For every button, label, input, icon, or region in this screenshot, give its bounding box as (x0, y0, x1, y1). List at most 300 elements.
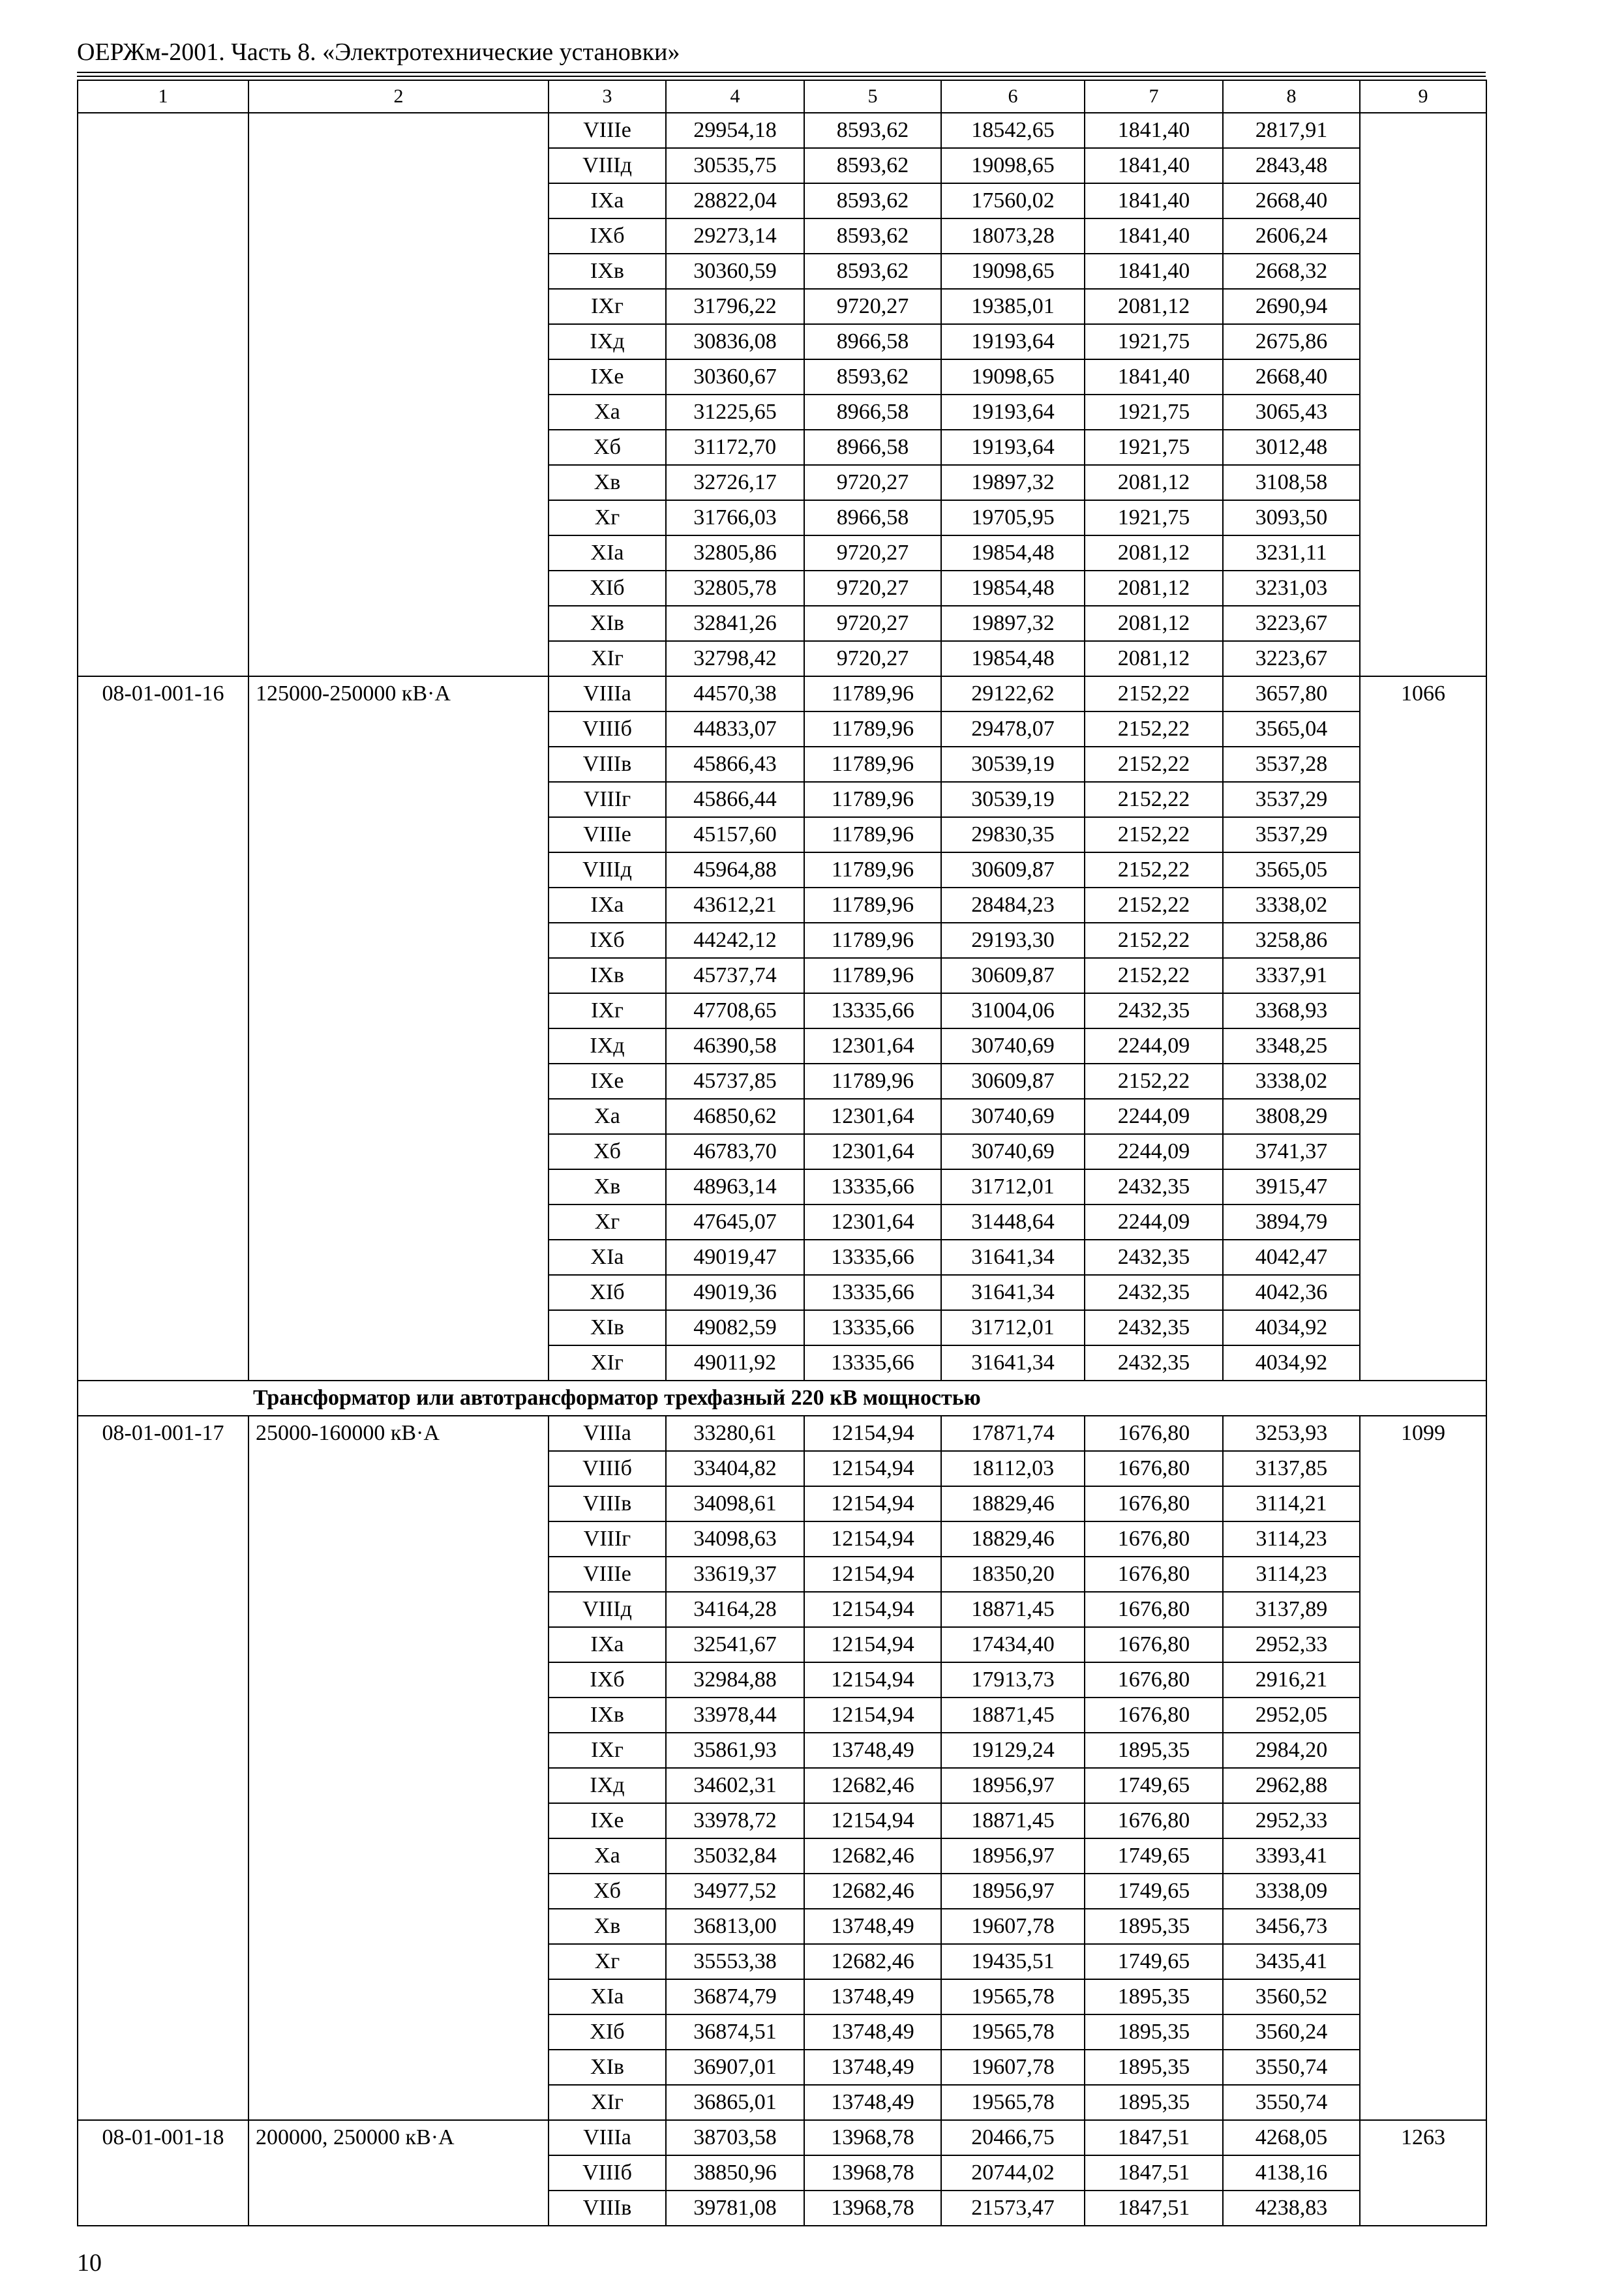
value-cell: 36813,00 (666, 1909, 804, 1944)
value-cell: 45737,74 (666, 958, 804, 993)
value-cell: 13748,49 (804, 1979, 941, 2014)
value-cell: 9720,27 (804, 571, 941, 606)
zone-cell: VIIIд (549, 148, 666, 183)
value-cell: 8593,62 (804, 359, 941, 395)
value-cell: 3435,41 (1223, 1944, 1360, 1979)
column-number: 4 (666, 80, 804, 113)
value-cell: 3253,93 (1223, 1416, 1360, 1451)
value-cell: 8593,62 (804, 254, 941, 289)
value-cell: 12154,94 (804, 1662, 941, 1698)
value-cell: 44833,07 (666, 711, 804, 747)
value-cell: 1676,80 (1085, 1521, 1223, 1557)
value-cell: 1676,80 (1085, 1416, 1223, 1451)
zone-cell: VIIIе (549, 113, 666, 148)
value-cell: 4042,36 (1223, 1275, 1360, 1310)
value-cell: 2244,09 (1085, 1099, 1223, 1134)
zone-cell: VIIIе (549, 817, 666, 852)
value-cell: 38850,96 (666, 2155, 804, 2191)
value-cell: 32541,67 (666, 1627, 804, 1662)
value-cell: 3808,29 (1223, 1099, 1360, 1134)
value-cell: 3337,91 (1223, 958, 1360, 993)
value-cell: 30539,19 (941, 782, 1085, 817)
value-cell: 11789,96 (804, 888, 941, 923)
value-cell: 19565,78 (941, 2085, 1085, 2120)
value-cell: 1847,51 (1085, 2120, 1223, 2155)
value-cell: 35553,38 (666, 1944, 804, 1979)
value-cell: 2152,22 (1085, 923, 1223, 958)
zone-cell: IXг (549, 993, 666, 1028)
value-cell: 8593,62 (804, 218, 941, 254)
value-cell: 12682,46 (804, 1838, 941, 1874)
value-cell: 21573,47 (941, 2191, 1085, 2226)
column-number: 2 (248, 80, 549, 113)
zone-cell: VIIIв (549, 747, 666, 782)
value-cell: 2952,33 (1223, 1803, 1360, 1838)
value-cell: 2675,86 (1223, 324, 1360, 359)
value-cell: 8966,58 (804, 324, 941, 359)
value-cell: 39781,08 (666, 2191, 804, 2226)
value-cell: 3894,79 (1223, 1204, 1360, 1240)
value-cell: 8593,62 (804, 113, 941, 148)
value-cell: 3456,73 (1223, 1909, 1360, 1944)
value-cell: 32841,26 (666, 606, 804, 641)
zone-cell: IXе (549, 1064, 666, 1099)
value-cell: 3114,23 (1223, 1521, 1360, 1557)
value-cell: 32805,86 (666, 535, 804, 571)
value-cell: 43612,21 (666, 888, 804, 923)
value-cell: 45866,44 (666, 782, 804, 817)
value-cell: 2244,09 (1085, 1134, 1223, 1169)
value-cell: 1749,65 (1085, 1874, 1223, 1909)
value-cell: 36865,01 (666, 2085, 804, 2120)
value-cell: 1676,80 (1085, 1803, 1223, 1838)
value-cell: 31172,70 (666, 430, 804, 465)
value-cell: 2432,35 (1085, 1240, 1223, 1275)
value-cell: 19897,32 (941, 606, 1085, 641)
table-row (78, 1416, 1486, 1451)
zone-cell: Xа (549, 1099, 666, 1134)
value-cell: 2606,24 (1223, 218, 1360, 254)
zone-cell: IXа (549, 888, 666, 923)
value-cell: 33404,82 (666, 1451, 804, 1486)
norm-name: 125000-250000 кВ·А (248, 676, 549, 1381)
value-cell: 18956,97 (941, 1768, 1085, 1803)
zone-cell: Xа (549, 1838, 666, 1874)
value-cell: 30609,87 (941, 1064, 1085, 1099)
value-cell: 3393,41 (1223, 1838, 1360, 1874)
value-cell: 2432,35 (1085, 1169, 1223, 1204)
value-cell: 3114,21 (1223, 1486, 1360, 1521)
value-cell: 47645,07 (666, 1204, 804, 1240)
value-cell: 35861,93 (666, 1733, 804, 1768)
value-cell: 3338,02 (1223, 888, 1360, 923)
norm-price (1360, 113, 1486, 676)
value-cell: 48963,14 (666, 1169, 804, 1204)
value-cell: 18350,20 (941, 1557, 1085, 1592)
value-cell: 30836,08 (666, 324, 804, 359)
header-rule (77, 72, 1486, 73)
value-cell: 2984,20 (1223, 1733, 1360, 1768)
value-cell: 19854,48 (941, 641, 1085, 676)
value-cell: 11789,96 (804, 1064, 941, 1099)
value-cell: 13335,66 (804, 1275, 941, 1310)
value-cell: 36874,79 (666, 1979, 804, 2014)
value-cell: 2152,22 (1085, 676, 1223, 711)
value-cell: 30740,69 (941, 1134, 1085, 1169)
value-cell: 18829,46 (941, 1521, 1085, 1557)
value-cell: 2432,35 (1085, 993, 1223, 1028)
value-cell: 2668,32 (1223, 254, 1360, 289)
zone-cell: IXе (549, 359, 666, 395)
norm-price: 1066 (1360, 676, 1486, 1381)
value-cell: 18112,03 (941, 1451, 1085, 1486)
zone-cell: Xб (549, 1134, 666, 1169)
table-body (78, 80, 1486, 2226)
value-cell: 13748,49 (804, 2085, 941, 2120)
value-cell: 49019,47 (666, 1240, 804, 1275)
value-cell: 13748,49 (804, 2014, 941, 2050)
value-cell: 12301,64 (804, 1134, 941, 1169)
value-cell: 3065,43 (1223, 395, 1360, 430)
value-cell: 3114,23 (1223, 1557, 1360, 1592)
value-cell: 31641,34 (941, 1240, 1085, 1275)
value-cell: 9720,27 (804, 641, 941, 676)
value-cell: 2081,12 (1085, 606, 1223, 641)
norm-code: 08-01-001-18 (78, 2120, 248, 2226)
value-cell: 1841,40 (1085, 113, 1223, 148)
zone-cell: XIв (549, 606, 666, 641)
value-cell: 12154,94 (804, 1698, 941, 1733)
value-cell: 2152,22 (1085, 958, 1223, 993)
value-cell: 8966,58 (804, 395, 941, 430)
value-cell: 19705,95 (941, 500, 1085, 535)
value-cell: 29273,14 (666, 218, 804, 254)
value-cell: 1676,80 (1085, 1486, 1223, 1521)
zone-cell: IXд (549, 1028, 666, 1064)
value-cell: 12154,94 (804, 1803, 941, 1838)
zone-cell: XIг (549, 641, 666, 676)
value-cell: 2952,05 (1223, 1698, 1360, 1733)
value-cell: 18829,46 (941, 1486, 1085, 1521)
value-cell: 2081,12 (1085, 571, 1223, 606)
value-cell: 3560,52 (1223, 1979, 1360, 2014)
value-cell: 31712,01 (941, 1169, 1085, 1204)
value-cell: 1921,75 (1085, 500, 1223, 535)
value-cell: 12682,46 (804, 1768, 941, 1803)
value-cell: 2152,22 (1085, 817, 1223, 852)
value-cell: 33978,72 (666, 1803, 804, 1838)
zone-cell: IXа (549, 183, 666, 218)
value-cell: 19607,78 (941, 2050, 1085, 2085)
value-cell: 4238,83 (1223, 2191, 1360, 2226)
value-cell: 2152,22 (1085, 1064, 1223, 1099)
zone-cell: IXд (549, 1768, 666, 1803)
value-cell: 1676,80 (1085, 1557, 1223, 1592)
value-cell: 34098,61 (666, 1486, 804, 1521)
value-cell: 30609,87 (941, 852, 1085, 888)
value-cell: 2152,22 (1085, 747, 1223, 782)
value-cell: 19098,65 (941, 359, 1085, 395)
zone-cell: IXг (549, 289, 666, 324)
value-cell: 1676,80 (1085, 1698, 1223, 1733)
norm-name: 200000, 250000 кВ·А (248, 2120, 549, 2226)
value-cell: 3537,29 (1223, 782, 1360, 817)
value-cell: 2817,91 (1223, 113, 1360, 148)
value-cell: 17434,40 (941, 1627, 1085, 1662)
value-cell: 19854,48 (941, 535, 1085, 571)
zone-cell: XIв (549, 1310, 666, 1345)
value-cell: 19098,65 (941, 254, 1085, 289)
value-cell: 8966,58 (804, 500, 941, 535)
zone-cell: XIа (549, 535, 666, 571)
zone-cell: Xб (549, 1874, 666, 1909)
value-cell: 31796,22 (666, 289, 804, 324)
value-cell: 1895,35 (1085, 2014, 1223, 2050)
value-cell: 1676,80 (1085, 1451, 1223, 1486)
value-cell: 2952,33 (1223, 1627, 1360, 1662)
value-cell: 4034,92 (1223, 1310, 1360, 1345)
value-cell: 49011,92 (666, 1345, 804, 1381)
zone-cell: IXб (549, 923, 666, 958)
value-cell: 32805,78 (666, 571, 804, 606)
value-cell: 12682,46 (804, 1944, 941, 1979)
value-cell: 32984,88 (666, 1662, 804, 1698)
zone-cell: XIг (549, 1345, 666, 1381)
zone-cell: IXб (549, 218, 666, 254)
value-cell: 30360,59 (666, 254, 804, 289)
value-cell: 17871,74 (941, 1416, 1085, 1451)
value-cell: 11789,96 (804, 817, 941, 852)
value-cell: 13335,66 (804, 1345, 941, 1381)
value-cell: 3012,48 (1223, 430, 1360, 465)
table-row (78, 676, 1486, 711)
value-cell: 1847,51 (1085, 2155, 1223, 2191)
value-cell: 19193,64 (941, 430, 1085, 465)
value-cell: 3368,93 (1223, 993, 1360, 1028)
rates-table (77, 80, 1487, 2226)
value-cell: 17560,02 (941, 183, 1085, 218)
value-cell: 1895,35 (1085, 1909, 1223, 1944)
zone-cell: IXд (549, 324, 666, 359)
value-cell: 1749,65 (1085, 1838, 1223, 1874)
value-cell: 9720,27 (804, 289, 941, 324)
value-cell: 18871,45 (941, 1698, 1085, 1733)
value-cell: 19129,24 (941, 1733, 1085, 1768)
norm-code: 08-01-001-16 (78, 676, 248, 1381)
value-cell: 3915,47 (1223, 1169, 1360, 1204)
value-cell: 3741,37 (1223, 1134, 1360, 1169)
zone-cell: VIIIа (549, 676, 666, 711)
column-number: 7 (1085, 80, 1223, 113)
value-cell: 38703,58 (666, 2120, 804, 2155)
value-cell: 13335,66 (804, 1169, 941, 1204)
value-cell: 29954,18 (666, 113, 804, 148)
value-cell: 3537,28 (1223, 747, 1360, 782)
value-cell: 9720,27 (804, 535, 941, 571)
value-cell: 19193,64 (941, 324, 1085, 359)
value-cell: 3348,25 (1223, 1028, 1360, 1064)
value-cell: 8593,62 (804, 183, 941, 218)
value-cell: 11789,96 (804, 676, 941, 711)
value-cell: 30740,69 (941, 1099, 1085, 1134)
value-cell: 1841,40 (1085, 359, 1223, 395)
value-cell: 12682,46 (804, 1874, 941, 1909)
value-cell: 3565,04 (1223, 711, 1360, 747)
value-cell: 2244,09 (1085, 1028, 1223, 1064)
value-cell: 29193,30 (941, 923, 1085, 958)
value-cell: 1749,65 (1085, 1944, 1223, 1979)
value-cell: 2432,35 (1085, 1275, 1223, 1310)
value-cell: 20466,75 (941, 2120, 1085, 2155)
value-cell: 28484,23 (941, 888, 1085, 923)
value-cell: 47708,65 (666, 993, 804, 1028)
value-cell: 11789,96 (804, 923, 941, 958)
value-cell: 3550,74 (1223, 2085, 1360, 2120)
value-cell: 1921,75 (1085, 430, 1223, 465)
column-number: 1 (78, 80, 248, 113)
value-cell: 30609,87 (941, 958, 1085, 993)
value-cell: 28822,04 (666, 183, 804, 218)
header-rule (77, 76, 1486, 77)
zone-cell: XIа (549, 1979, 666, 2014)
column-number: 5 (804, 80, 941, 113)
value-cell: 3258,86 (1223, 923, 1360, 958)
value-cell: 19565,78 (941, 1979, 1085, 2014)
value-cell: 12154,94 (804, 1592, 941, 1627)
zone-cell: IXв (549, 1698, 666, 1733)
value-cell: 31641,34 (941, 1345, 1085, 1381)
zone-cell: XIб (549, 571, 666, 606)
column-number: 3 (549, 80, 666, 113)
value-cell: 2916,21 (1223, 1662, 1360, 1698)
value-cell: 19565,78 (941, 2014, 1085, 2050)
value-cell: 1895,35 (1085, 2050, 1223, 2085)
value-cell: 4042,47 (1223, 1240, 1360, 1275)
value-cell: 19193,64 (941, 395, 1085, 430)
value-cell: 12301,64 (804, 1204, 941, 1240)
column-number: 9 (1360, 80, 1486, 113)
value-cell: 12154,94 (804, 1451, 941, 1486)
value-cell: 30539,19 (941, 747, 1085, 782)
norm-code (78, 113, 248, 676)
zone-cell: VIIIе (549, 1557, 666, 1592)
value-cell: 11789,96 (804, 747, 941, 782)
value-cell: 1841,40 (1085, 218, 1223, 254)
zone-cell: Xв (549, 465, 666, 500)
value-cell: 13335,66 (804, 993, 941, 1028)
table-row (78, 2120, 1486, 2155)
value-cell: 3093,50 (1223, 500, 1360, 535)
value-cell: 1841,40 (1085, 254, 1223, 289)
value-cell: 1676,80 (1085, 1627, 1223, 1662)
value-cell: 49019,36 (666, 1275, 804, 1310)
value-cell: 30740,69 (941, 1028, 1085, 1064)
norm-code: 08-01-001-17 (78, 1416, 248, 2120)
zone-cell: VIIIд (549, 1592, 666, 1627)
zone-cell: VIIIв (549, 1486, 666, 1521)
zone-cell: IXг (549, 1733, 666, 1768)
value-cell: 33280,61 (666, 1416, 804, 1451)
value-cell: 1676,80 (1085, 1592, 1223, 1627)
zone-cell: Xа (549, 395, 666, 430)
value-cell: 13968,78 (804, 2120, 941, 2155)
value-cell: 1895,35 (1085, 2085, 1223, 2120)
norm-name (248, 113, 549, 676)
value-cell: 1749,65 (1085, 1768, 1223, 1803)
column-number: 8 (1223, 80, 1360, 113)
value-cell: 36907,01 (666, 2050, 804, 2085)
value-cell: 46850,62 (666, 1099, 804, 1134)
value-cell: 12154,94 (804, 1557, 941, 1592)
value-cell: 34098,63 (666, 1521, 804, 1557)
value-cell: 3565,05 (1223, 852, 1360, 888)
value-cell: 4268,05 (1223, 2120, 1360, 2155)
value-cell: 19607,78 (941, 1909, 1085, 1944)
value-cell: 1847,51 (1085, 2191, 1223, 2226)
column-number: 6 (941, 80, 1085, 113)
value-cell: 3338,02 (1223, 1064, 1360, 1099)
value-cell: 45737,85 (666, 1064, 804, 1099)
norm-name: 25000-160000 кВ·А (248, 1416, 549, 2120)
value-cell: 19897,32 (941, 465, 1085, 500)
zone-cell: IXе (549, 1803, 666, 1838)
value-cell: 2843,48 (1223, 148, 1360, 183)
value-cell: 31448,64 (941, 1204, 1085, 1240)
value-cell: 3338,09 (1223, 1874, 1360, 1909)
value-cell: 46783,70 (666, 1134, 804, 1169)
value-cell: 2081,12 (1085, 641, 1223, 676)
value-cell: 17913,73 (941, 1662, 1085, 1698)
value-cell: 9720,27 (804, 606, 941, 641)
value-cell: 2668,40 (1223, 183, 1360, 218)
value-cell: 18871,45 (941, 1803, 1085, 1838)
zone-cell: XIа (549, 1240, 666, 1275)
value-cell: 11789,96 (804, 711, 941, 747)
value-cell: 45157,60 (666, 817, 804, 852)
value-cell: 12154,94 (804, 1521, 941, 1557)
zone-cell: XIг (549, 2085, 666, 2120)
norm-price: 1099 (1360, 1416, 1486, 2120)
value-cell: 4138,16 (1223, 2155, 1360, 2191)
value-cell: 45964,88 (666, 852, 804, 888)
value-cell: 11789,96 (804, 958, 941, 993)
document-header: ОЕРЖм-2001. Часть 8. «Электротехнические установки» (77, 38, 680, 66)
value-cell: 46390,58 (666, 1028, 804, 1064)
value-cell: 31225,65 (666, 395, 804, 430)
zone-cell: Xв (549, 1909, 666, 1944)
zone-cell: IXв (549, 254, 666, 289)
zone-cell: XIб (549, 1275, 666, 1310)
zone-cell: XIв (549, 2050, 666, 2085)
value-cell: 19098,65 (941, 148, 1085, 183)
value-cell: 3657,80 (1223, 676, 1360, 711)
value-cell: 29478,07 (941, 711, 1085, 747)
value-cell: 33978,44 (666, 1698, 804, 1733)
value-cell: 13748,49 (804, 1909, 941, 1944)
value-cell: 2432,35 (1085, 1310, 1223, 1345)
value-cell: 19854,48 (941, 571, 1085, 606)
value-cell: 2081,12 (1085, 465, 1223, 500)
value-cell: 13748,49 (804, 2050, 941, 2085)
value-cell: 33619,37 (666, 1557, 804, 1592)
value-cell: 1921,75 (1085, 395, 1223, 430)
zone-cell: VIIIг (549, 1521, 666, 1557)
value-cell: 30535,75 (666, 148, 804, 183)
value-cell: 2668,40 (1223, 359, 1360, 395)
zone-cell: Xв (549, 1169, 666, 1204)
value-cell: 2432,35 (1085, 1345, 1223, 1381)
value-cell: 8966,58 (804, 430, 941, 465)
